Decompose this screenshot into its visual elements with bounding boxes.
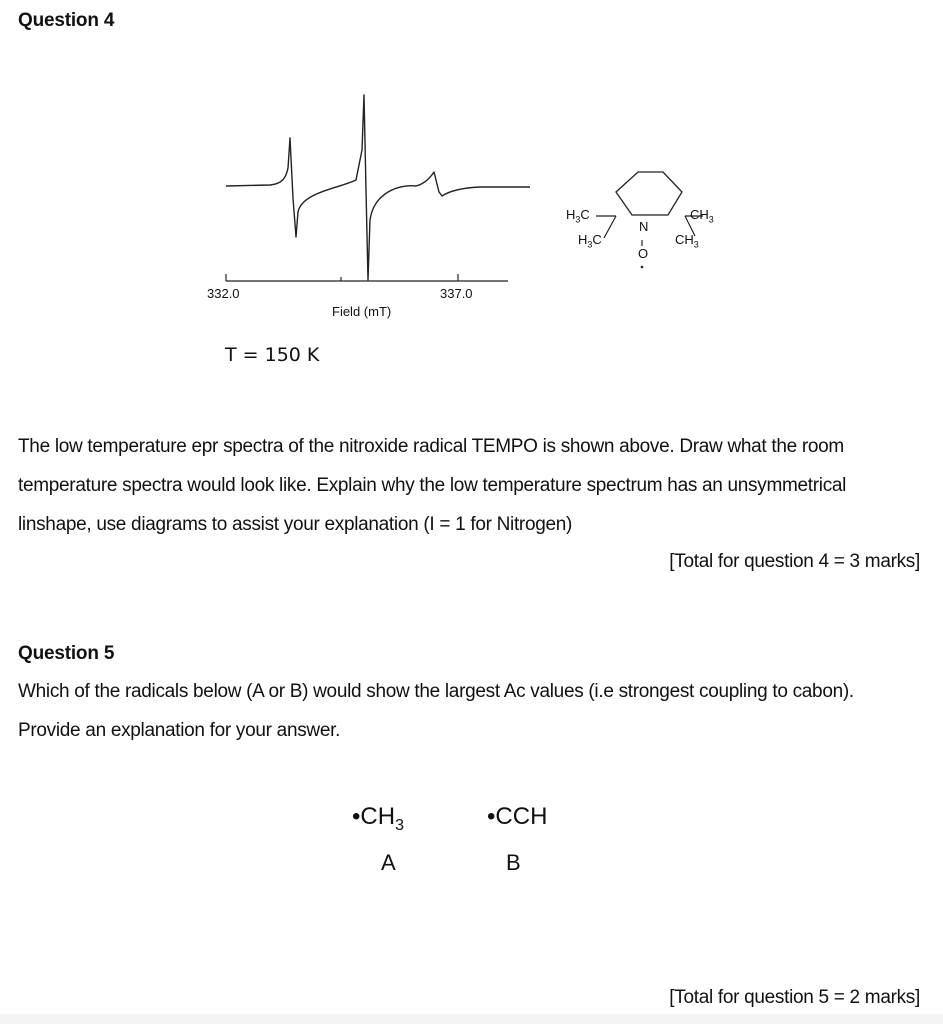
temperature-label: T = 150 K <box>225 344 320 366</box>
question-4-text: The low temperature epr spectra of the nitroxide radical TEMPO is shown above. Draw what the room temperature spectra would look like. Explain why the low temperature spectrum has an unsymmetrical linshape, use diagrams to assist your explanation (I = 1 for Nitrogen) <box>18 436 847 535</box>
radical-b-label: B <box>506 850 521 875</box>
radical-dot <box>641 266 644 269</box>
methyl-h3c-bottom: $H_3C$ <box>578 232 602 250</box>
epr-spectrum-trace <box>226 95 530 280</box>
methyl-h3c-top: $H_3C$ <box>566 207 590 225</box>
radical-b-formula: •CCH <box>487 803 548 830</box>
oxygen-label: O <box>638 246 649 261</box>
question-5-line-1: Which of the radicals below (A or B) would show the largest Ac values (i.e strongest coupling to cabon). <box>18 681 854 702</box>
page-bottom-edge <box>0 1014 943 1024</box>
nitrogen-label: N <box>639 219 649 234</box>
methyl-ch3-bottom: $CH_3$ <box>675 232 699 250</box>
radical-a-formula: $•CH_3$ <box>352 803 404 834</box>
question-4-heading: Question 4 <box>18 10 115 31</box>
radical-a-label: A <box>381 850 396 875</box>
tick-label-337: 337.0 <box>440 286 473 301</box>
question-5-line-2: Provide an explanation for your answer. <box>18 720 341 741</box>
question-5-heading: Question 5 <box>18 643 115 664</box>
tick-label-332: 332.0 <box>207 286 240 301</box>
piperidine-ring <box>616 172 682 215</box>
tempo-structure <box>560 160 760 270</box>
bond-c2-methyl-bottom <box>604 216 616 238</box>
x-axis-label: Field (mT) <box>332 304 392 319</box>
epr-spectrum-figure <box>190 80 530 300</box>
methyl-ch3-top: $CH_3$ <box>690 207 714 225</box>
question-5-marks: [Total for question 5 = 2 marks] <box>669 987 920 1008</box>
question-4-marks: [Total for question 4 = 3 marks] <box>669 551 920 572</box>
